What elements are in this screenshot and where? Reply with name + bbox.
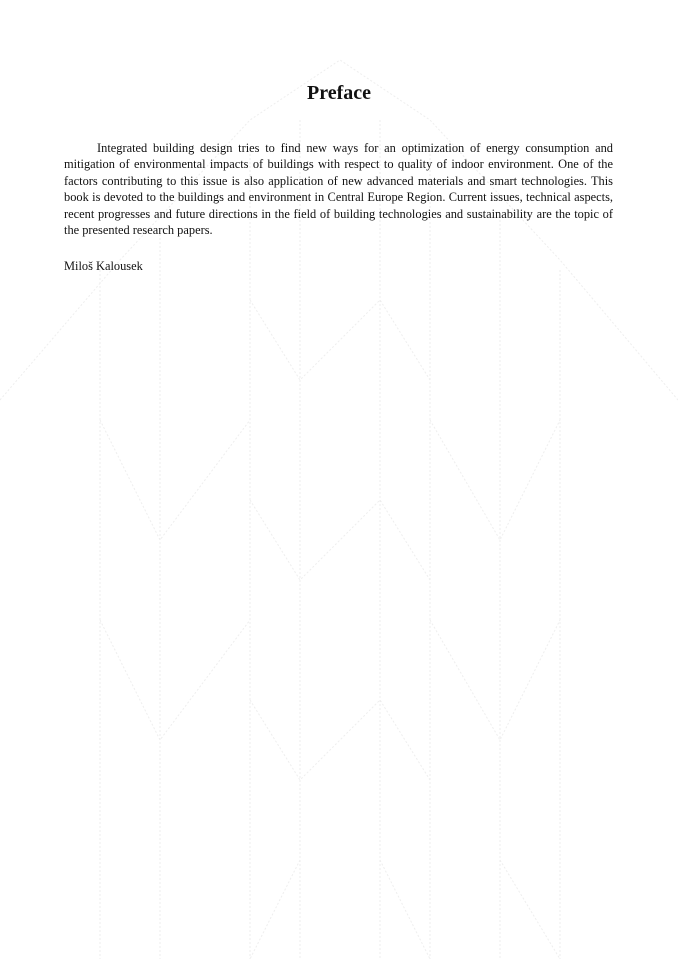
author-signature: Miloš Kalousek bbox=[64, 259, 143, 273]
page-title: Preface bbox=[306, 82, 372, 104]
preface-paragraph: Integrated building design tries to find new ways for an optimization of energy consumption and mitigation of environmental impacts of buildings with respect to quality of indoor environment. One of the factors contributing to this issue is also application of new advanced materials and smart technologies. This book is devoted to the buildings and environment in Central Europe Region. Current issues, technical aspects, recent progresses and future directions in the field of building technologies and sustainability are the topic of the presented research papers. bbox=[64, 141, 613, 238]
